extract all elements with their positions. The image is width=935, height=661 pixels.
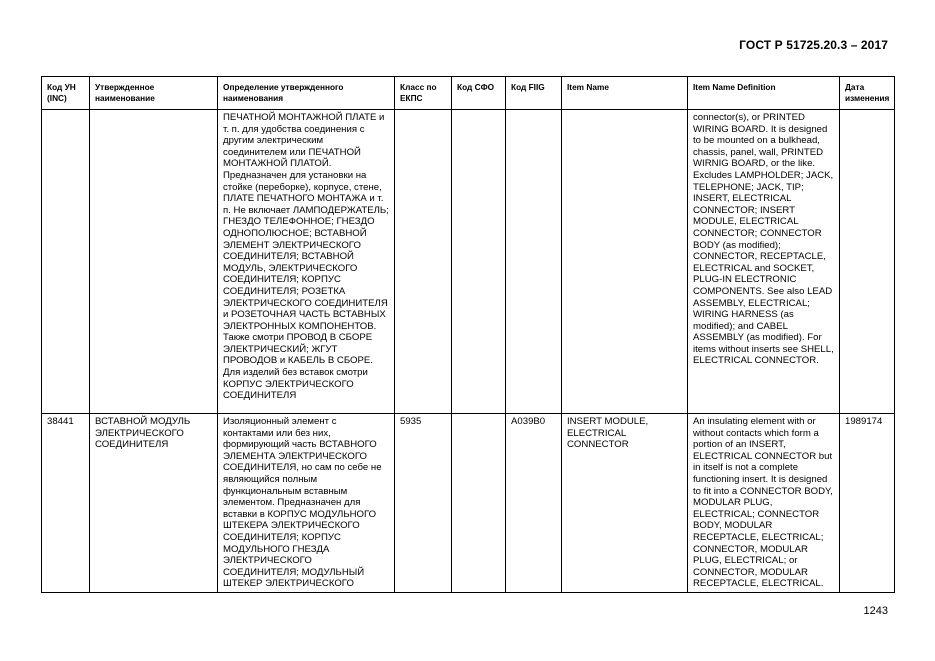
cell-item-name-definition: An insulating element with or without contacts which form a portion of an INSERT, ELECTRICAL CONNECTOR but in itself is not a complete functioning insert. It is designed to fit into a CONNECTOR BODY, MODULAR PLUG, ELECTRICAL; CONNECTOR BODY, MODULAR RECEPTACLE, ELECTRICAL; CONNECTOR, MODULAR PLUG, ELECTRICAL; or CONNECTOR, MODULAR RECEPTACLE, ELECTRICAL. bbox=[688, 414, 840, 593]
cell-ekps-class bbox=[395, 110, 452, 414]
cell-ekps-class: 5935 bbox=[395, 414, 452, 593]
cell-sfo-code bbox=[452, 414, 506, 593]
table-row bbox=[42, 414, 895, 593]
cell-inc bbox=[42, 110, 90, 414]
cell-inc: 38441 bbox=[42, 414, 90, 593]
table-header bbox=[42, 77, 895, 110]
cell-change-date bbox=[840, 110, 895, 414]
cell-fiig-code: A039B0 bbox=[506, 414, 562, 593]
cell-item-name bbox=[562, 110, 688, 414]
cell-item-name: INSERT MODULE, ELECTRICAL CONNECTOR bbox=[562, 414, 688, 593]
page-number: 1243 bbox=[863, 605, 888, 617]
cell-fiig-code bbox=[506, 110, 562, 414]
table-row bbox=[42, 110, 895, 414]
column-header-change-date: Дата изменения bbox=[840, 77, 895, 110]
column-header-inc: Код УН (INC) bbox=[42, 77, 90, 110]
cell-approved-name bbox=[90, 110, 218, 414]
column-header-approved-name: Утвержденное наименование bbox=[90, 77, 218, 110]
column-header-item-name-definition: Item Name Definition bbox=[688, 77, 840, 110]
column-header-item-name: Item Name bbox=[562, 77, 688, 110]
column-header-ekps-class: Класс по ЕКПС bbox=[395, 77, 452, 110]
cell-approved-name: ВСТАВНОЙ МОДУЛЬ ЭЛЕКТРИЧЕСКОГО СОЕДИНИТЕЛЯ bbox=[90, 414, 218, 593]
header-row bbox=[42, 77, 895, 110]
column-header-sfo-code: Код СФО bbox=[452, 77, 506, 110]
nomenclature-table bbox=[41, 76, 895, 593]
cell-definition: ПЕЧАТНОЙ МОНТАЖНОЙ ПЛАТЕ и т. п. для удобства соединения с другим электрическим соединителем или ПЕЧАТНОЙ МОНТАЖНОЙ ПЛАТОЙ. Предназначен для установки на стойке (переборке), корпусе, стене, ПЛАТЕ ПЕЧАТНОГО МОНТАЖА и т. п. Не включает ЛАМПОДЕРЖАТЕЛЬ; ГНЕЗДО ТЕЛЕФОННОЕ; ГНЕЗДО ОДНОПОЛЮСНОЕ; ВСТАВНОЙ ЭЛЕМЕНТ ЭЛЕКТРИЧЕСКОГО СОЕДИНИТЕЛЯ; ВСТАВНОЙ МОДУЛЬ, ЭЛЕКТРИЧЕСКОГО СОЕДИНИТЕЛЯ; КОРПУС СОЕДИНИТЕЛЯ; РОЗЕТКА ЭЛЕКТРИЧЕСКОГО СОЕДИНИТЕЛЯ и РОЗЕТОЧНАЯ ЧАСТЬ ВСТАВНЫХ ЭЛЕКТРОННЫХ КОМПОНЕНТОВ. Также смотри ПРОВОД В СБОРЕ ЭЛЕКТРИЧЕСКИЙ; ЖГУТ ПРОВОДОВ и КАБЕЛЬ В СБОРЕ. Для изделий без вставок смотри КОРПУС ЭЛЕКТРИЧЕСКОГО СОЕДИНИТЕЛЯ bbox=[218, 110, 395, 414]
column-header-definition: Определение утвержденного наименования bbox=[218, 77, 395, 110]
cell-definition: Изоляционный элемент с контактами или без них, формирующий часть ВСТАВНОГО ЭЛЕМЕНТА ЭЛЕКТРИЧЕСКОГО СОЕДИНИТЕЛЯ, но сам по себе не являющийся полным функциональным вставным элементом. Предназначен для вставки в КОРПУС МОДУЛЬНОГО ШТЕКЕРА ЭЛЕКТРИЧЕСКОГО СОЕДИНИТЕЛЯ; КОРПУС МОДУЛЬНОГО ГНЕЗДА ЭЛЕКТРИЧЕСКОГО СОЕДИНИТЕЛЯ; МОДУЛЬНЫЙ ШТЕКЕР ЭЛЕКТРИЧЕСКОГО bbox=[218, 414, 395, 593]
cell-sfo-code bbox=[452, 110, 506, 414]
cell-item-name-definition: connector(s), or PRINTED WIRING BOARD. It is designed to be mounted on a bulkhead, chassis, panel, wall, PRINTED WIRNIG BOARD, or the like. Excludes LAMPHOLDER; JACK, TELEPHONE; JACK, TIP; INSERT, ELECTRICAL CONNECTOR; INSERT MODULE, ELECTRICAL CONNECTOR; CONNECTOR BODY (as modified); CONNECTOR, RECEPTACLE, ELECTRICAL and SOCKET, PLUG-IN ELECTRONIC COMPONENTS. See also LEAD ASSEMBLY, ELECTRICAL; WIRING HARNESS (as modified); and CABEL ASSEMBLY (as modified). For items without inserts see SHELL, ELECTRICAL CONNECTOR. bbox=[688, 110, 840, 414]
cell-change-date: 1989174 bbox=[840, 414, 895, 593]
column-header-fiig-code: Код FIIG bbox=[506, 77, 562, 110]
document-standard-header: ГОСТ Р 51725.20.3 – 2017 bbox=[739, 38, 888, 52]
